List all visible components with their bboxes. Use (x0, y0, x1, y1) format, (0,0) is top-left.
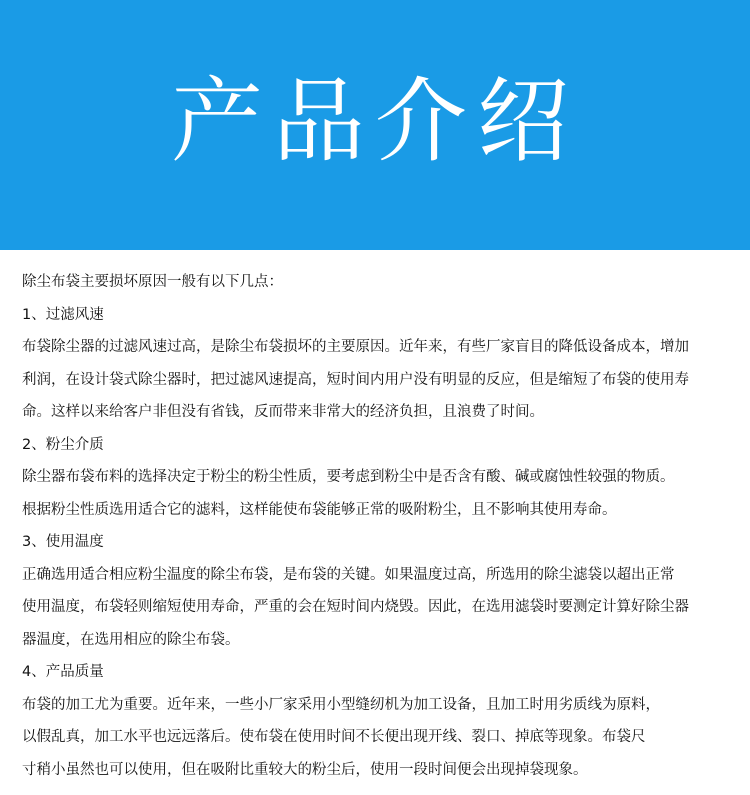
paragraph-line: 根据粉尘性质选用适合它的滤料，这样能使布袋能够正常的吸附粉尘，且不影响其使用寿命。 (22, 501, 617, 518)
page-title: 产品介绍 (170, 68, 579, 175)
paragraph-line: 布袋除尘器的过滤风速过高，是除尘布袋损坏的主要原因。近年来，有些厂家盲目的降低设备成本，增加 (22, 339, 689, 355)
paragraph-line: 以假乱真，加工水平也远远落后。使布袋在使用时间不长便出现开线、裂口、掉底等现象。布袋尺 (22, 729, 646, 745)
article-body (22, 266, 734, 786)
paragraph-line: 命。这样以来给客户非但没有省钱，反而带来非常大的经济负担，且浪费了时间。 (22, 404, 544, 420)
paragraph-line: 使用温度，布袋轻则缩短使用寿命，严重的会在短时间内烧毁。因此，在选用滤袋时要测定计算好除尘器 (22, 599, 689, 615)
section-heading: 4、产品质量 (22, 664, 104, 680)
paragraph-line: 正确选用适合相应粉尘温度的除尘布袋，是布袋的关键。如果温度过高，所选用的除尘滤袋以超出正常 (22, 566, 675, 583)
paragraph-line: 器温度，在选用相应的除尘布袋。 (22, 631, 240, 648)
section-heading: 2、粉尘介质 (22, 436, 104, 453)
paragraph-line: 利润，在设计袋式除尘器时，把过滤风速提高，短时间内用户没有明显的反应，但是缩短了布袋的使用寿 (22, 371, 689, 388)
intro-text: 除尘布袋主要损坏原因一般有以下几点： (22, 274, 283, 290)
section-heading: 1、过滤风速 (22, 306, 104, 323)
paragraph-line: 除尘器布袋布料的选择决定于粉尘的粉尘性质，要考虑到粉尘中是否含有酸、碱或腐蚀性较强的物质。 (22, 469, 675, 485)
paragraph-line: 布袋的加工尤为重要。近年来，一些小厂家采用小型缝纫机为加工设备，且加工时用劣质线为原料， (22, 696, 660, 713)
title-banner (0, 0, 750, 250)
section-heading: 3、使用温度 (22, 534, 104, 550)
paragraph-line: 寸稍小虽然也可以使用，但在吸附比重较大的粉尘后，使用一段时间便会出现掉袋现象。 (22, 761, 588, 778)
